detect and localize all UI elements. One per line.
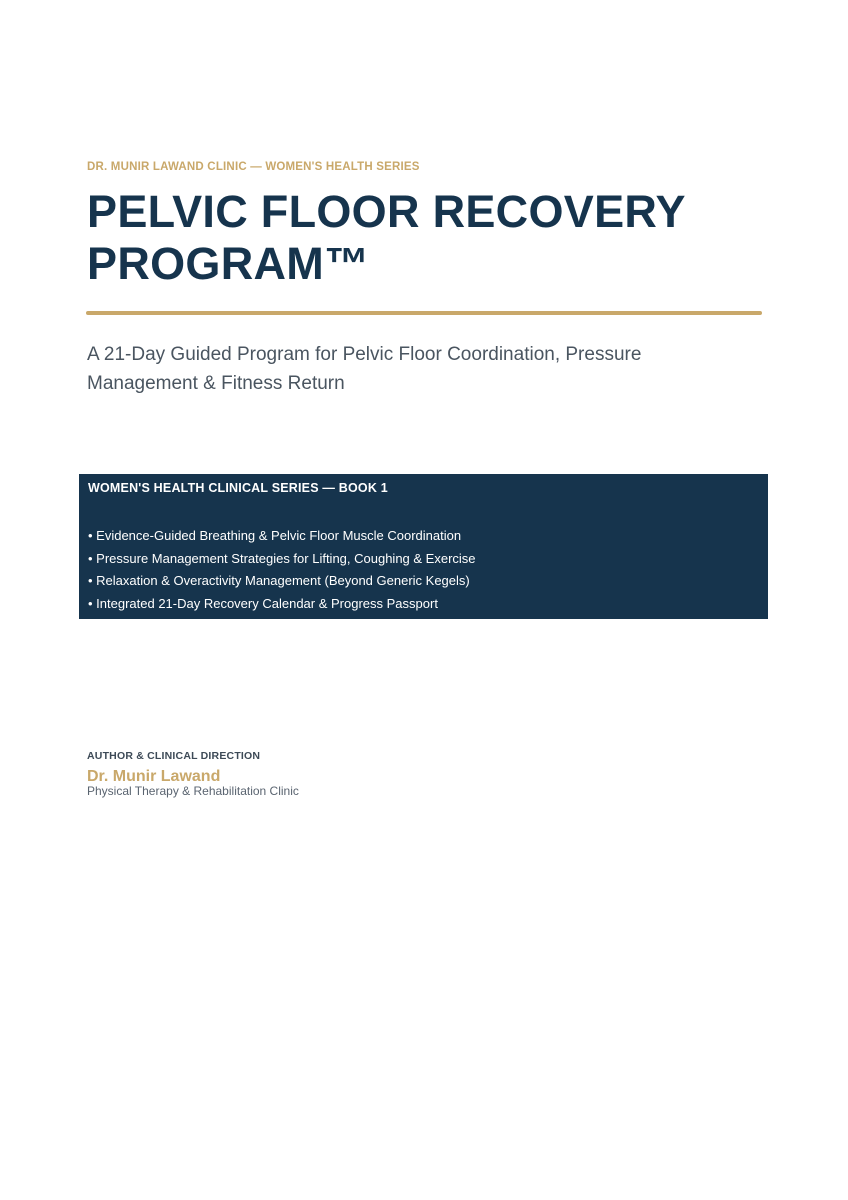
document-subtitle: A 21-Day Guided Program for Pelvic Floor Coordination, Pressure Management & Fitness Return bbox=[87, 344, 642, 394]
feature-list bbox=[88, 525, 476, 615]
feature-box-heading: WOMEN'S HEALTH CLINICAL SERIES — BOOK 1 bbox=[88, 481, 388, 495]
document-title: PELVIC FLOOR RECOVERY PROGRAM™ bbox=[87, 186, 686, 289]
feature-box bbox=[79, 474, 768, 619]
title-divider bbox=[86, 311, 762, 315]
feature-item: • Integrated 21-Day Recovery Calendar & Progress Passport bbox=[88, 595, 438, 611]
author-organization: Physical Therapy & Rehabilitation Clinic bbox=[87, 784, 299, 798]
author-name: Dr. Munir Lawand bbox=[87, 768, 221, 785]
feature-item: • Evidence-Guided Breathing & Pelvic Floor Muscle Coordination bbox=[88, 528, 462, 543]
feature-item: • Pressure Management Strategies for Lifting, Coughing & Exercise bbox=[88, 550, 476, 566]
series-label: DR. MUNIR LAWAND CLINIC — WOMEN'S HEALTH SERIES bbox=[87, 161, 420, 173]
feature-item: • Relaxation & Overactivity Management (Beyond Generic Kegels) bbox=[88, 573, 470, 588]
author-label: AUTHOR & CLINICAL DIRECTION bbox=[87, 750, 261, 762]
